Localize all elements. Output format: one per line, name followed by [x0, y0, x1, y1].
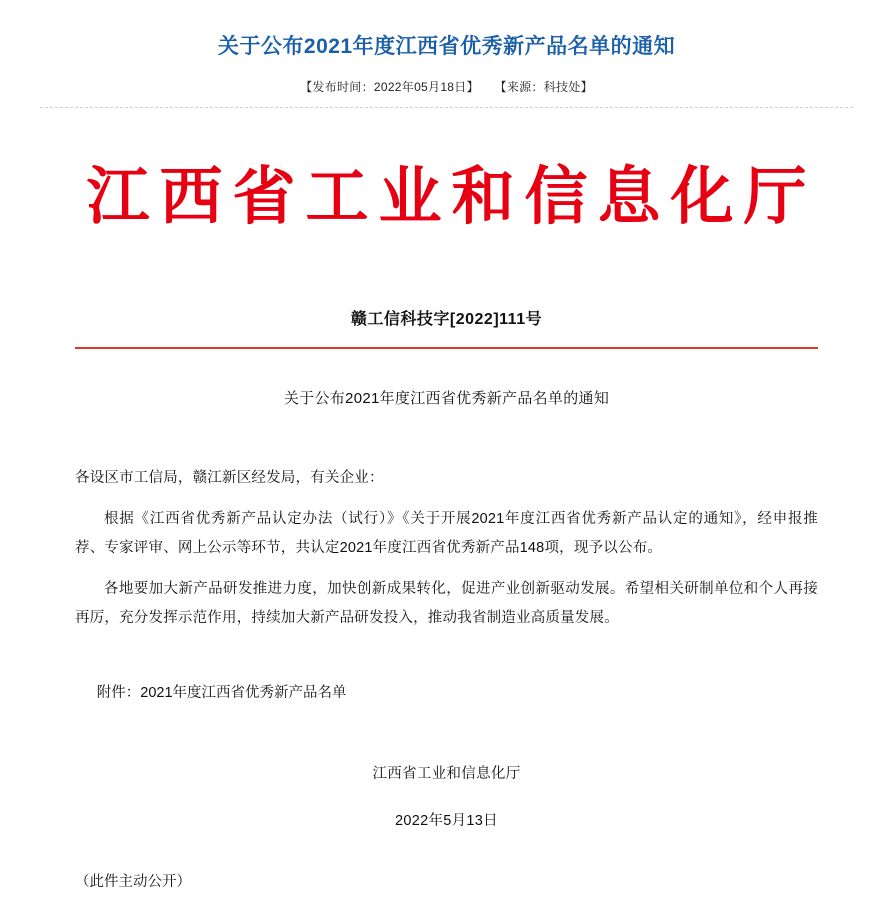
document-meta — [0, 78, 893, 95]
document-body — [0, 464, 893, 633]
publish-time: 【发布时间：2022年05月18日】 — [300, 80, 479, 94]
issuing-organization: 江西省工业和信息化厅 — [86, 159, 817, 233]
document-number: 赣工信科技字[2022]111号 — [350, 311, 543, 329]
signature-organization: 江西省工业和信息化厅 — [372, 766, 521, 783]
document-subject: 关于公布2021年度江西省优秀新产品名单的通知 — [283, 390, 610, 408]
source: 【来源：科技处】 — [494, 80, 593, 94]
redhead-banner — [0, 160, 893, 232]
salutation: 各设区市工信局，赣江新区经发局，有关企业： — [75, 470, 384, 487]
attachment-line: 附件：2021年度江西省优秀新产品名单 — [96, 685, 347, 702]
body-paragraph-1: 根据《江西省优秀新产品认定办法（试行）》《关于开展2021年度江西省优秀新产品认定的通知》，经申报推荐、专家评审、网上公示等环节，共认定2021年度江西省优秀新产品148项，现予以公布。 — [75, 511, 818, 557]
page-title: 关于公布2021年度江西省优秀新产品名单的通知 — [217, 35, 676, 58]
header-divider — [40, 107, 853, 108]
red-separator-rule — [75, 347, 818, 349]
signature-date: 2022年5月13日 — [395, 813, 498, 830]
body-paragraph-2: 各地要加大新产品研发推进力度，加快创新成果转化，促进产业创新驱动发展。希望相关研制单位和个人再接再厉，充分发挥示范作用，持续加大新产品研发投入，推动我省制造业高质量发展。 — [75, 581, 818, 627]
disclosure-note: （此件主动公开） — [75, 874, 191, 891]
